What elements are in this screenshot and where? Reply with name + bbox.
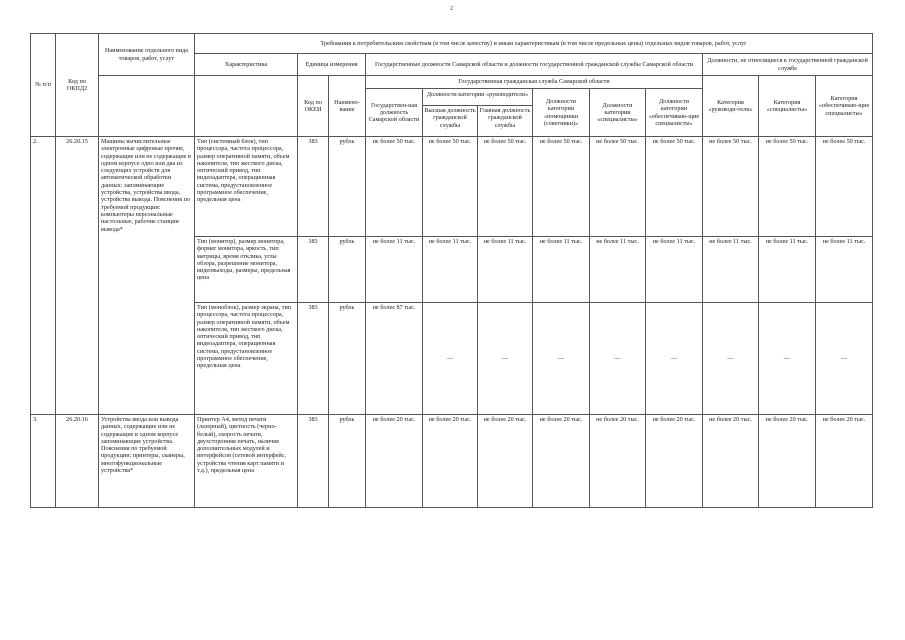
header-specialists: Должности категории «специалисты»	[590, 89, 646, 137]
header-requirements: Требования к потребительским свойствам (в том числе качеству) и иным характеристикам (в том числе предельные цены) отдельных видов товаров, работ, услуг	[195, 34, 873, 54]
row-value-dash: —	[423, 303, 478, 415]
row-num: 2.	[31, 137, 56, 415]
header-managers: Должности категории «руководители»	[423, 89, 532, 106]
header-name-blank	[99, 76, 195, 137]
row-value-dash: —	[533, 303, 590, 415]
header-unit: Единица измерения	[298, 54, 366, 76]
header-gov-positions: Государственные должности Самарской области и должности государственной гражданской службы Самарской области	[366, 54, 703, 76]
row-value: не более 20 тыс.	[423, 415, 478, 508]
row-value-dash: —	[646, 303, 703, 415]
row-value: не более 11 тыс.	[423, 237, 478, 303]
header-supporting: Должности категории «обеспечиваю-щие специалисты»	[646, 89, 703, 137]
row-unit: рубль	[329, 237, 366, 303]
header-highest: Высшая должность гражданской службы	[423, 106, 478, 136]
row-okei: 383	[298, 303, 329, 415]
header-cat-supporting: Категория «обеспечиваю-щие специалисты»	[816, 76, 873, 137]
row-code: 26.20.16	[56, 415, 99, 508]
header-char-blank	[195, 76, 298, 137]
row-code: 26.20.15	[56, 137, 99, 415]
row-name: Машины вычислительные электронные цифровые прочие, содержащие или не содержащие в одном корпусе одно или два из следующих устройств для автоматической обработки данных: запоминающие устройства, устройства ввода, устройства вывода. Пояснения по требуемой продукции: компьютеры персональные настольные, рабочие станции вывода*	[99, 137, 195, 415]
header-num: № п/п	[31, 34, 56, 137]
requirements-table	[30, 33, 873, 508]
row-unit: рубль	[329, 303, 366, 415]
row-value: не более 11 тыс.	[590, 237, 646, 303]
table-row	[31, 415, 873, 508]
header-cat-managers: Категория «руководи-тели»	[703, 76, 759, 137]
header-gov-position: Государствен-ная должность Самарской области	[366, 89, 423, 137]
row-value: не более 11 тыс.	[366, 237, 423, 303]
header-civil-service: Государственная гражданская служба Самарской области	[366, 76, 703, 89]
row-value: не более 20 тыс.	[478, 415, 533, 508]
row-value: не более 11 тыс.	[478, 237, 533, 303]
row-value: не более 50 тыс.	[703, 137, 759, 237]
row-value: не более 50 тыс.	[423, 137, 478, 237]
table-row	[31, 137, 873, 237]
header-cat-specialists: Категория «специалисты»	[759, 76, 816, 137]
row-value-dash: —	[590, 303, 646, 415]
header-managers-group	[423, 89, 533, 137]
row-value-dash: —	[478, 303, 533, 415]
row-value: не более 20 тыс.	[366, 415, 423, 508]
header-main: Главная должность гражданской службы	[479, 107, 531, 129]
row-value: не более 50 тыс.	[533, 137, 590, 237]
row-value: не более 11 тыс.	[533, 237, 590, 303]
row-value: не более 20 тыс.	[816, 415, 873, 508]
header-okei: Код по ОКЕИ	[298, 76, 329, 137]
header-characteristic: Характеристика	[195, 54, 298, 76]
row-value: не более 20 тыс.	[533, 415, 590, 508]
row-characteristic: Тип (монитор), размер монитора, формат монитора, яркость, тип матрицы, время отклика, углы обзора, разрешение монитора, видеовыходы, размеры, предельная цена	[195, 237, 298, 303]
row-value: не более 11 тыс.	[759, 237, 816, 303]
row-unit: рубль	[329, 415, 366, 508]
row-value: не более 50 тыс.	[366, 137, 423, 237]
row-value: не более 20 тыс.	[759, 415, 816, 508]
row-okei: 383	[298, 237, 329, 303]
page-number: 2	[450, 6, 453, 12]
row-characteristic: Тип (системный блок), тип процессора, частота процессора, размер оперативной памяти, объем накопителя, тип жесткого диска, оптический привод, тип видеоадаптера, операционная система, предустановленное программное обеспечение, предельная цена	[195, 137, 298, 237]
row-value: не более 11 тыс.	[816, 237, 873, 303]
row-value: не более 50 тыс.	[816, 137, 873, 237]
header-helpers: Должности категории «помощники (советники)»	[533, 89, 590, 137]
row-value: не более 20 тыс.	[703, 415, 759, 508]
row-value: не более 20 тыс.	[590, 415, 646, 508]
row-value: не более 50 тыс.	[590, 137, 646, 237]
row-okei: 383	[298, 137, 329, 237]
row-num: 3.	[31, 415, 56, 508]
row-value: не более 87 тыс.	[366, 303, 423, 415]
row-okei: 383	[298, 415, 329, 508]
row-value-dash: —	[759, 303, 816, 415]
row-value: не более 11 тыс.	[646, 237, 703, 303]
row-name: Устройства ввода или вывода данных, содержащие или не содержащие в одном корпусе запоминающие устройства. Пояснения по требуемой продукции: принтеры, сканеры, многофункциональные устройства*	[99, 415, 195, 508]
row-value-dash: —	[816, 303, 873, 415]
row-unit: рубль	[329, 137, 366, 237]
row-value: не более 50 тыс.	[478, 137, 533, 237]
row-value-dash: —	[703, 303, 759, 415]
header-okpd: Код по ОКПД2	[56, 34, 99, 137]
row-characteristic: Тип (моноблок), размер экрана, тип процессора, частота процессора, размер оперативной памяти, объем накопителя, тип жесткого диска, оптический привод, тип видеоадаптера, операционная система, предустановленное программное обеспечение, предельная цена	[195, 303, 298, 415]
row-value: не более 50 тыс.	[646, 137, 703, 237]
row-value: не более 20 тыс.	[646, 415, 703, 508]
row-characteristic: Принтер А4, метод печати (лазерный), цветность (черно-белый), скорость печати, двухсторонняя печать, наличие дополнительных модулей и интерфейсов (сетевой интерфейс, устройства чтения карт памяти и т.д.), предельная цена	[195, 415, 298, 508]
row-value: не более 50 тыс.	[759, 137, 816, 237]
header-unit-name: Наимено-вание	[329, 76, 366, 137]
row-value: не более 11 тыс.	[703, 237, 759, 303]
header-name: Наименование отдельного вида товаров, работ, услуг	[99, 34, 195, 76]
header-non-gov: Должности, не относящиеся к государственной гражданской службе	[703, 54, 873, 76]
